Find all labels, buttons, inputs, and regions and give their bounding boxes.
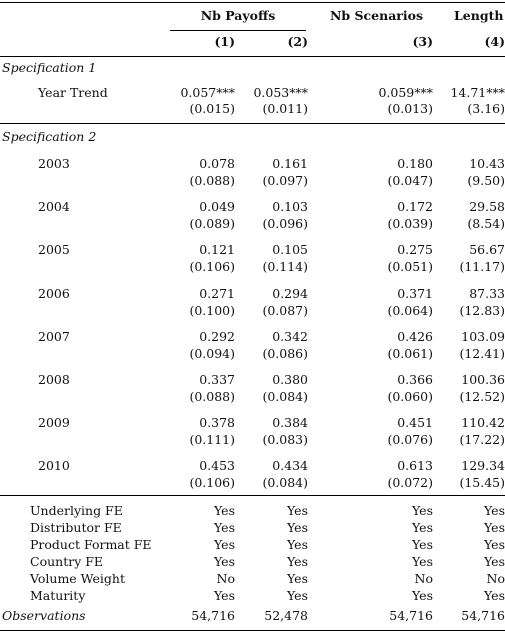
control-cell: Yes bbox=[484, 503, 505, 518]
control-cell: Yes bbox=[214, 537, 235, 552]
coef-cell: 0.049 bbox=[199, 199, 235, 214]
se-cell: (0.064) bbox=[387, 303, 433, 318]
control-cell: No bbox=[486, 571, 505, 586]
se-cell: (0.087) bbox=[262, 303, 308, 318]
top-rule bbox=[0, 2, 505, 3]
coef-cell: 0.121 bbox=[199, 242, 235, 257]
coef-cell: 0.059*** bbox=[378, 85, 433, 100]
se-cell: (0.089) bbox=[189, 216, 235, 231]
control-cell: Yes bbox=[484, 537, 505, 552]
se-cell: (0.061) bbox=[387, 346, 433, 361]
se-cell: (0.111) bbox=[189, 432, 235, 447]
coef-cell: 29.58 bbox=[469, 199, 505, 214]
control-label: Underlying FE bbox=[30, 503, 123, 518]
control-label: Product Format FE bbox=[30, 537, 152, 552]
control-cell: Yes bbox=[412, 554, 433, 569]
coef-cell: 0.161 bbox=[272, 156, 308, 171]
column-number-1: (1) bbox=[214, 34, 235, 49]
se-cell: (0.114) bbox=[262, 259, 308, 274]
spec2-rule bbox=[0, 495, 505, 496]
se-cell: (0.013) bbox=[387, 101, 433, 116]
row-label: 2004 bbox=[38, 199, 70, 214]
observations-label: Observations bbox=[2, 608, 86, 623]
column-number-4: (4) bbox=[484, 34, 505, 49]
row-label: 2008 bbox=[38, 372, 70, 387]
row-label: 2003 bbox=[38, 156, 70, 171]
control-cell: Yes bbox=[287, 520, 308, 535]
se-cell: (0.084) bbox=[262, 389, 308, 404]
coef-cell: 0.453 bbox=[199, 458, 235, 473]
coef-cell: 0.380 bbox=[272, 372, 308, 387]
control-cell: Yes bbox=[412, 503, 433, 518]
se-cell: (3.16) bbox=[467, 101, 505, 116]
coef-cell: 0.371 bbox=[397, 286, 433, 301]
se-cell: (0.106) bbox=[189, 259, 235, 274]
control-cell: Yes bbox=[412, 588, 433, 603]
coef-cell: 0.105 bbox=[272, 242, 308, 257]
header-rule bbox=[0, 56, 505, 57]
row-label: 2006 bbox=[38, 286, 70, 301]
coef-cell: 110.42 bbox=[461, 415, 505, 430]
control-cell: Yes bbox=[287, 571, 308, 586]
row-label: 2010 bbox=[38, 458, 70, 473]
coef-cell: 0.384 bbox=[272, 415, 308, 430]
coef-cell: 14.71*** bbox=[450, 85, 505, 100]
se-cell: (12.83) bbox=[459, 303, 505, 318]
se-cell: (0.088) bbox=[189, 389, 235, 404]
se-cell: (17.22) bbox=[459, 432, 505, 447]
nb-payoffs-underline bbox=[170, 30, 306, 31]
coef-cell: 0.103 bbox=[272, 199, 308, 214]
coef-cell: 0.366 bbox=[397, 372, 433, 387]
coef-cell: 87.33 bbox=[469, 286, 505, 301]
control-cell: Yes bbox=[214, 588, 235, 603]
se-cell: (0.097) bbox=[262, 173, 308, 188]
coef-cell: 56.67 bbox=[469, 242, 505, 257]
control-cell: Yes bbox=[287, 554, 308, 569]
coef-cell: 0.426 bbox=[397, 329, 433, 344]
control-cell: Yes bbox=[214, 554, 235, 569]
se-cell: (0.096) bbox=[262, 216, 308, 231]
control-cell: No bbox=[216, 571, 235, 586]
coef-cell: 0.057*** bbox=[180, 85, 235, 100]
se-cell: (0.060) bbox=[387, 389, 433, 404]
coef-cell: 0.053*** bbox=[253, 85, 308, 100]
observations-cell: 54,716 bbox=[461, 608, 505, 623]
control-cell: Yes bbox=[214, 503, 235, 518]
se-cell: (0.084) bbox=[262, 475, 308, 490]
control-cell: Yes bbox=[287, 588, 308, 603]
se-cell: (12.41) bbox=[459, 346, 505, 361]
control-cell: Yes bbox=[287, 503, 308, 518]
control-cell: Yes bbox=[214, 520, 235, 535]
se-cell: (0.011) bbox=[262, 101, 308, 116]
coef-cell: 10.43 bbox=[469, 156, 505, 171]
control-cell: Yes bbox=[287, 537, 308, 552]
coef-cell: 0.180 bbox=[397, 156, 433, 171]
control-label: Country FE bbox=[30, 554, 104, 569]
spec1-rule bbox=[0, 123, 505, 124]
se-cell: (8.54) bbox=[467, 216, 505, 231]
header-group-nb-scenarios: Nb Scenarios bbox=[330, 8, 424, 23]
se-cell: (0.039) bbox=[387, 216, 433, 231]
se-cell: (11.17) bbox=[459, 259, 505, 274]
control-cell: Yes bbox=[412, 520, 433, 535]
se-cell: (0.051) bbox=[387, 259, 433, 274]
header-group-length: Length bbox=[454, 8, 504, 23]
control-cell: Yes bbox=[484, 554, 505, 569]
se-cell: (0.076) bbox=[387, 432, 433, 447]
control-cell: Yes bbox=[484, 520, 505, 535]
se-cell: (0.106) bbox=[189, 475, 235, 490]
coef-cell: 0.342 bbox=[272, 329, 308, 344]
row-label: 2005 bbox=[38, 242, 70, 257]
control-label: Maturity bbox=[30, 588, 86, 603]
se-cell: (0.072) bbox=[387, 475, 433, 490]
se-cell: (0.088) bbox=[189, 173, 235, 188]
row-label: Year Trend bbox=[38, 85, 108, 100]
coef-cell: 0.271 bbox=[199, 286, 235, 301]
coef-cell: 100.36 bbox=[461, 372, 505, 387]
coef-cell: 0.434 bbox=[272, 458, 308, 473]
coef-cell: 103.09 bbox=[461, 329, 505, 344]
se-cell: (15.45) bbox=[459, 475, 505, 490]
se-cell: (0.083) bbox=[262, 432, 308, 447]
coef-cell: 0.292 bbox=[199, 329, 235, 344]
control-cell: Yes bbox=[484, 588, 505, 603]
coef-cell: 0.078 bbox=[199, 156, 235, 171]
se-cell: (0.015) bbox=[189, 101, 235, 116]
se-cell: (0.094) bbox=[189, 346, 235, 361]
coef-cell: 0.337 bbox=[199, 372, 235, 387]
coef-cell: 0.275 bbox=[397, 242, 433, 257]
control-cell: Yes bbox=[412, 537, 433, 552]
row-label: 2009 bbox=[38, 415, 70, 430]
se-cell: (0.086) bbox=[262, 346, 308, 361]
se-cell: (0.100) bbox=[189, 303, 235, 318]
control-label: Distributor FE bbox=[30, 520, 122, 535]
column-number-3: (3) bbox=[412, 34, 433, 49]
coef-cell: 0.613 bbox=[397, 458, 433, 473]
coef-cell: 0.172 bbox=[397, 199, 433, 214]
se-cell: (12.52) bbox=[459, 389, 505, 404]
spec1-title: Specification 1 bbox=[2, 60, 97, 75]
observations-cell: 52,478 bbox=[264, 608, 308, 623]
column-number-2: (2) bbox=[287, 34, 308, 49]
control-label: Volume Weight bbox=[30, 571, 125, 586]
se-cell: (9.50) bbox=[467, 173, 505, 188]
coef-cell: 129.34 bbox=[461, 458, 505, 473]
coef-cell: 0.294 bbox=[272, 286, 308, 301]
se-cell: (0.047) bbox=[387, 173, 433, 188]
spec2-title: Specification 2 bbox=[2, 129, 97, 144]
bottom-rule bbox=[0, 630, 505, 631]
coef-cell: 0.451 bbox=[397, 415, 433, 430]
header-group-nb-payoffs: Nb Payoffs bbox=[200, 8, 276, 23]
observations-cell: 54,716 bbox=[389, 608, 433, 623]
observations-cell: 54,716 bbox=[191, 608, 235, 623]
control-cell: No bbox=[414, 571, 433, 586]
row-label: 2007 bbox=[38, 329, 70, 344]
coef-cell: 0.378 bbox=[199, 415, 235, 430]
